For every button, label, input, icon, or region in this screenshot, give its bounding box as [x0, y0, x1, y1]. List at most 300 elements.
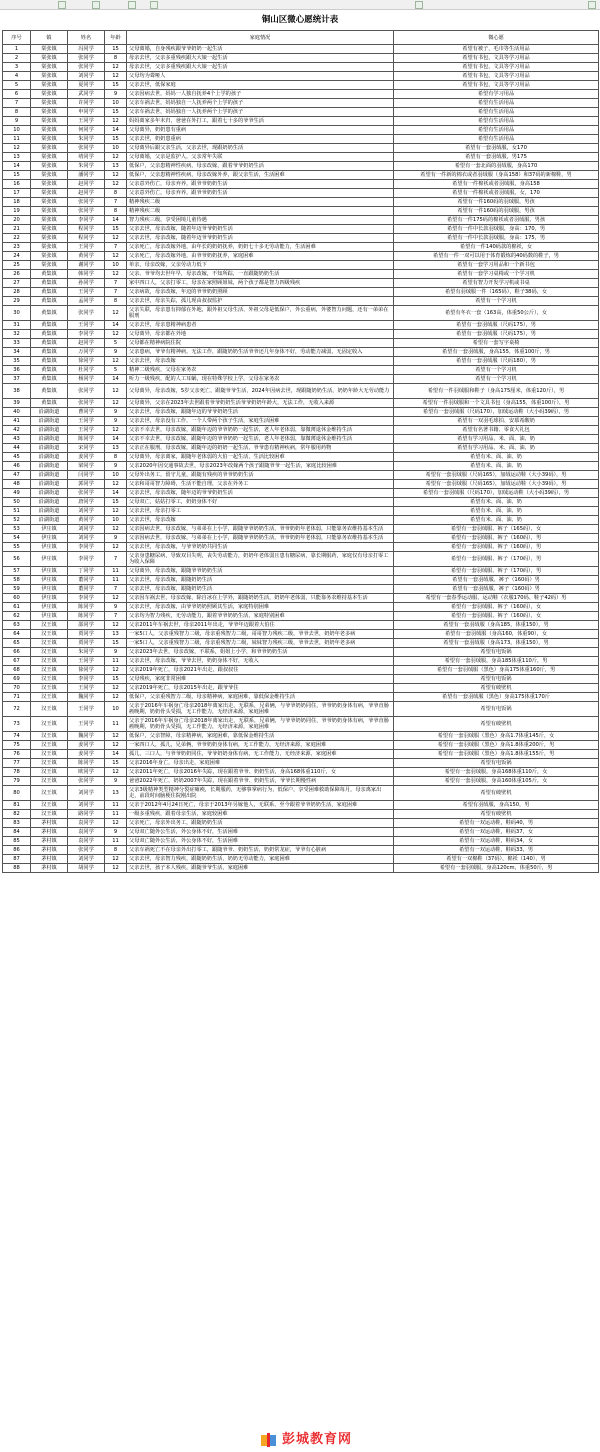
row-situation: 父亲2016年身亡，母亲出走，家庭困难 — [127, 759, 394, 768]
row-situation: 父亲去世，母亲没有工作，一个人带两个孩子生活，家庭生活困难 — [127, 417, 394, 426]
table-row — [3, 252, 599, 261]
table-row — [3, 117, 599, 126]
filter-dropdown-icon[interactable] — [58, 1, 66, 9]
table-row — [3, 507, 599, 516]
row-situation: 父亲因车祸去世，母亲改嫁，除自冰在上学外，跟随奶奶生活，奶奶年老体弱，只能靠务农维持基本生活 — [127, 594, 394, 603]
row-wish: 希望有一套学习用品和一个新书包 — [394, 261, 599, 270]
row-wish: 希望有破壁机 — [394, 786, 599, 801]
table-row — [3, 234, 599, 243]
row-name: 刘同学 — [68, 801, 105, 810]
row-situation: 一家5口人，父亲重残智力二级，母亲重残智力二级，妹妹智力残疾三级，爷爷去世，奶奶年老多病 — [127, 639, 394, 648]
table-body — [3, 45, 599, 873]
row-wish: 希望有破壁机 — [394, 717, 599, 732]
table-row — [3, 675, 599, 684]
row-name: 赵同学 — [68, 189, 105, 198]
row-age: 14 — [105, 321, 127, 330]
row-no: 52 — [3, 516, 31, 525]
row-wish: 希望有一套羽绒服（黑色）身高175体重160斤，男 — [394, 666, 599, 675]
row-town: 沿湖街道 — [31, 453, 68, 462]
row-no: 73 — [3, 717, 31, 732]
row-age: 12 — [105, 180, 127, 189]
row-age: 12 — [105, 153, 127, 162]
row-no: 11 — [3, 135, 31, 144]
row-name: 万同学 — [68, 348, 105, 357]
table-row — [3, 801, 599, 810]
row-no: 5 — [3, 81, 31, 90]
row-town: 汉王镇 — [31, 702, 68, 717]
row-name: 董同学 — [68, 585, 105, 594]
row-name: 陈同学 — [68, 612, 105, 621]
row-wish: 希望有冬衣一套（163高，体重50公斤），女 — [394, 306, 599, 321]
row-town: 黄集镇 — [31, 306, 68, 321]
table-row — [3, 567, 599, 576]
row-no: 60 — [3, 594, 31, 603]
row-name: 贾同学 — [68, 630, 105, 639]
row-no: 51 — [3, 507, 31, 516]
row-name: 王同学 — [68, 321, 105, 330]
row-age: 12 — [105, 684, 127, 693]
row-situation: 父亲车祸死亡不在母亲外出打零工，跟随爷爷、奶奶生活，奶奶常龙症，爷爷有心脏病 — [127, 846, 394, 855]
row-wish: 希望有电饭锅 — [394, 648, 599, 657]
row-situation: 父亲去世，母亲改嫁 — [127, 516, 394, 525]
row-town: 茅村镇 — [31, 855, 68, 864]
table-row — [3, 54, 599, 63]
row-situation: 父亲2023年去世，母亲改嫁，不联系，姐姐上小学，和爷爷奶奶生活 — [127, 648, 394, 657]
row-wish: 希望有米、面、油、奶 — [394, 507, 599, 516]
row-wish: 希望有一套羽绒服、裤子（160码），男 — [394, 543, 599, 552]
row-wish: 希望有一套羽绒服、裤子（170码），男 — [394, 567, 599, 576]
row-age: 15 — [105, 45, 127, 54]
row-wish: 希望有书包，文具等学习用品 — [394, 72, 599, 81]
table-row — [3, 594, 599, 603]
row-situation: 父亲去世，母亲智力残疾，跟随奶奶生活，奶奶无劳动能力，家庭困难 — [127, 855, 394, 864]
row-wish: 希望有一件中长款羽绒服，身高：175，男 — [394, 234, 599, 243]
row-situation: 父母双亡，姑姑打零工，奶奶身体不好 — [127, 498, 394, 507]
row-situation: 父亲死亡，母亲改嫁外地，由爷爷奶奶抚养，家庭困难 — [127, 252, 394, 261]
row-town: 黄集镇 — [31, 384, 68, 399]
row-name: 刘同学 — [68, 525, 105, 534]
table-row — [3, 585, 599, 594]
row-name: 陈同学 — [68, 435, 105, 444]
row-town: 汉王镇 — [31, 801, 68, 810]
row-no: 25 — [3, 261, 31, 270]
row-age: 11 — [105, 576, 127, 585]
row-age: 12 — [105, 72, 127, 81]
filter-dropdown-icon[interactable] — [415, 1, 423, 9]
table-row — [3, 837, 599, 846]
table-row — [3, 435, 599, 444]
row-wish: 希望有学习用品 — [394, 90, 599, 99]
row-wish: 希望有一件新的棉衣或者羽绒服（身高158）和37码的新棉鞋，男 — [394, 171, 599, 180]
row-no: 69 — [3, 675, 31, 684]
table-row — [3, 732, 599, 741]
row-no: 79 — [3, 777, 31, 786]
table-row — [3, 90, 599, 99]
row-name: 王同学 — [68, 417, 105, 426]
table-row — [3, 525, 599, 534]
row-name: 欧同学 — [68, 768, 105, 777]
row-wish: 希望有名著书籍、零食大礼包 — [394, 426, 599, 435]
row-name: 邵同学 — [68, 621, 105, 630]
row-town: 棠张镇 — [31, 189, 68, 198]
row-town: 棠张镇 — [31, 162, 68, 171]
row-no: 80 — [3, 786, 31, 801]
row-situation: 父亲病故，母亲改嫁，年迈的爷爷奶奶照顾 — [127, 288, 394, 297]
row-age: 7 — [105, 198, 127, 207]
row-wish: 希望有米、面、油、奶 — [394, 498, 599, 507]
table-row — [3, 297, 599, 306]
row-situation: 父母双亡随外公生活，外公身体不好，生活困难 — [127, 837, 394, 846]
row-wish: 希望有一套羽绒服（尺码175），男 — [394, 321, 599, 330]
row-situation: 父亲因病去世，妈妈一人独自抚养4个上学的孩子 — [127, 90, 394, 99]
row-town: 伊庄镇 — [31, 576, 68, 585]
row-wish: 希望有一套羽绒服，身高168体重110斤，女 — [394, 768, 599, 777]
row-situation: 父亲均为智力残疾，无劳动能力，跟着爷爷奶奶生活，家庭特别困难 — [127, 612, 394, 621]
row-wish: 希望有一件140码款的棉袄，女 — [394, 243, 599, 252]
table-row — [3, 444, 599, 453]
row-no: 9 — [3, 117, 31, 126]
row-situation: 父亲2019年死亡，母亲2015年出走，跟爷爷住 — [127, 684, 394, 693]
row-town: 棠张镇 — [31, 108, 68, 117]
row-situation: 父亲2020年因交通事故去世，母亲2023年改嫁两个孩子跟随爷爷一起生活，家庭比较困难 — [127, 462, 394, 471]
row-no: 50 — [3, 498, 31, 507]
row-situation: 父亲因病去世，母亲改嫁，与弟弟在上小学，跟随爷爷奶奶生活，爷爷奶奶年老体弱，只能靠务农维持基本生活 — [127, 525, 394, 534]
row-town: 汉王镇 — [31, 786, 68, 801]
row-wish: 希望有一件175码的棉袄或者羽绒服，男孩 — [394, 216, 599, 225]
row-name: 张同学 — [68, 846, 105, 855]
row-wish: 希望有生活用品 — [394, 108, 599, 117]
row-age: 15 — [105, 225, 127, 234]
table-row — [3, 126, 599, 135]
table-row — [3, 630, 599, 639]
row-age: 12 — [105, 768, 127, 777]
row-age: 15 — [105, 675, 127, 684]
table-row — [3, 552, 599, 567]
table-row — [3, 534, 599, 543]
row-wish: 希望有电饭锅 — [394, 675, 599, 684]
row-age: 15 — [105, 759, 127, 768]
row-age: 12 — [105, 357, 127, 366]
row-town: 伊庄镇 — [31, 612, 68, 621]
row-wish: 希望有一套羽绒服，身高155，体重100斤，男 — [394, 348, 599, 357]
row-age: 11 — [105, 657, 127, 666]
row-situation: 爸爸2022年死亡，奶奶2007年失踪，现在跟着爷爷、奶奶生活，爷爷长期慢性病 — [127, 777, 394, 786]
row-name: 赵同学 — [68, 180, 105, 189]
table-row — [3, 498, 599, 507]
row-age: 8 — [105, 297, 127, 306]
row-wish: 希望有一套羽绒服（黑色）身高1.7体重145斤，女 — [394, 732, 599, 741]
row-name: 杜同学 — [68, 366, 105, 375]
row-age: 9 — [105, 777, 127, 786]
row-wish: 希望有书包，文具等学习用品 — [394, 81, 599, 90]
row-town: 汉王镇 — [31, 621, 68, 630]
row-age: 9 — [105, 408, 127, 417]
row-situation: 低保户，父亲患精神性疾病，母亲改嫁，跟着爷爷奶奶生活 — [127, 162, 394, 171]
row-wish: 希望有智力开发学习机或书桌 — [394, 279, 599, 288]
header-wish: 微心愿 — [394, 31, 599, 45]
row-no: 62 — [3, 612, 31, 621]
row-town: 黄集镇 — [31, 399, 68, 408]
row-town: 黄集镇 — [31, 330, 68, 339]
row-town: 棠张镇 — [31, 99, 68, 108]
row-situation: 父亲去世，奶奶患重病 — [127, 135, 394, 144]
row-situation: 父亲于2016年车祸身亡母亲2018年离家出走，无联系，兄弟俩，与爷爷奶奶同住，爷爷奶奶身体有病，爷爷直肠癌晚期，奶奶骨头受损，无工作能力，无经济来源，家庭困难 — [127, 702, 394, 717]
row-town: 棠张镇 — [31, 117, 68, 126]
row-town: 伊庄镇 — [31, 534, 68, 543]
row-no: 22 — [3, 234, 31, 243]
row-wish: 希望有一套羽绒服、裤子（160码），女 — [394, 603, 599, 612]
row-town: 沿湖街道 — [31, 462, 68, 471]
row-wish: 希望有一件棉袄或者羽绒服，女，170 — [394, 189, 599, 198]
table-row — [3, 375, 599, 384]
row-town: 棠张镇 — [31, 234, 68, 243]
row-situation: 父亲去世，孩子本人残疾，跟随爷爷生活，家庭困难 — [127, 864, 394, 873]
table-row — [3, 81, 599, 90]
table-row — [3, 417, 599, 426]
row-situation: 一家四口人，孤儿，兄弟俩，爷爷奶奶身体有病，无工作能力，无经济来源，家庭困难 — [127, 741, 394, 750]
row-no: 63 — [3, 621, 31, 630]
row-name: 朱同学 — [68, 648, 105, 657]
row-name: 袁同学 — [68, 819, 105, 828]
row-wish: 希望有一个学习机 — [394, 297, 599, 306]
row-wish: 希望有米、面、油、奶 — [394, 453, 599, 462]
row-town: 黄集镇 — [31, 339, 68, 348]
row-situation: 父母离婚，自身残疾跟爷爷奶奶一起生活 — [127, 45, 394, 54]
row-wish: 希望有羽绒服，身高150，男 — [394, 801, 599, 810]
filter-toolbar — [0, 0, 600, 10]
row-age: 9 — [105, 462, 127, 471]
row-situation: 父母离异，母亲改嫁，5岁父亲死亡，跟随爷爷生活，2024年因病去世，现跟随奶奶生活，奶奶年龄大无劳动能力 — [127, 384, 394, 399]
row-situation: 父亲不幸去世，母亲改嫁，跟随年迈的爷爷奶奶一起生活，老人年老体弱，靠微薄退休金维持生活 — [127, 426, 394, 435]
row-no: 84 — [3, 828, 31, 837]
row-situation: 一级多重残疾，跟着母亲生活，家庭较困难 — [127, 810, 394, 819]
row-town: 黄集镇 — [31, 297, 68, 306]
row-wish: 希望有一件中长款羽绒服，身高：170，男 — [394, 225, 599, 234]
row-age: 12 — [105, 855, 127, 864]
table-row — [3, 864, 599, 873]
row-wish: 希望有一套北面的羽绒服，身高170 — [394, 162, 599, 171]
table-row — [3, 759, 599, 768]
row-no: 10 — [3, 126, 31, 135]
row-age: 12 — [105, 864, 127, 873]
row-name: 张同学 — [68, 777, 105, 786]
row-town: 伊庄镇 — [31, 567, 68, 576]
row-wish: 希望有一件羽绒服和一个文具书包（身高155，体重100斤），男 — [394, 399, 599, 408]
row-town: 沿湖街道 — [31, 417, 68, 426]
row-name: 刘同学 — [68, 72, 105, 81]
row-situation: 父亲去世，母亲改嫁，随着年迈爷爷奶奶生活 — [127, 225, 394, 234]
row-name: 潘同学 — [68, 171, 105, 180]
row-town: 茅村镇 — [31, 837, 68, 846]
row-age: 12 — [105, 306, 127, 321]
row-town: 黄集镇 — [31, 375, 68, 384]
row-town: 茅村镇 — [31, 846, 68, 855]
row-situation: 父亲2019年死亡，母亲2021年出走，跟叔叔住 — [127, 666, 394, 675]
row-wish: 希望有一双运动鞋，鞋码40，男 — [394, 819, 599, 828]
row-name: 丁同学 — [68, 567, 105, 576]
row-no: 13 — [3, 153, 31, 162]
row-age: 12 — [105, 117, 127, 126]
row-wish: 希望有一套学习桌椅或一个学习机 — [394, 270, 599, 279]
row-name: 刘同学 — [68, 507, 105, 516]
header-name: 姓名 — [68, 31, 105, 45]
row-name: 董同学 — [68, 576, 105, 585]
row-situation: 父亲身患糖尿病，导致双目失明，丧失劳动能力，奶奶年老体弱且患有糖尿病，靠长期服药，家庭仅有母亲打零工为收入保障 — [127, 552, 394, 567]
row-wish: 希望有一套羽绒服（黑色）身高1.8体重155斤，男 — [394, 750, 599, 759]
row-age: 12 — [105, 732, 127, 741]
row-name: 王同学 — [68, 117, 105, 126]
row-town: 沿湖街道 — [31, 498, 68, 507]
row-wish: 希望有一件羽绒服和鞋子（身高175厘米，体重120斤），男 — [394, 384, 599, 399]
row-name: 徐同学 — [68, 666, 105, 675]
table-row — [3, 108, 599, 117]
row-name: 孙同学 — [68, 279, 105, 288]
row-name: 张同学 — [68, 384, 105, 399]
row-no: 82 — [3, 810, 31, 819]
row-situation: 父亲死亡，母亲外出务工，跟随奶奶生活 — [127, 819, 394, 828]
row-town: 沿湖街道 — [31, 471, 68, 480]
row-wish: 希望有一双羽毛球拍、安慕希酸奶 — [394, 417, 599, 426]
row-age: 12 — [105, 819, 127, 828]
filter-dropdown-icon[interactable] — [128, 1, 136, 9]
row-wish: 希望有生活用品 — [394, 99, 599, 108]
table-row — [3, 453, 599, 462]
row-name: 宋同学 — [68, 444, 105, 453]
row-situation: 父亲于2016年车祸身亡母亲2018年离家出走，无联系，兄弟俩，与爷爷奶奶同住，爷爷奶奶身体有病，爷爷直肠癌晚期，奶奶骨头受损，无工作能力，无经济来源，家庭困难 — [127, 717, 394, 732]
row-name: 杨同学 — [68, 375, 105, 384]
row-wish: 希望有学习用品、米、面、油、奶 — [394, 435, 599, 444]
row-town: 棠张镇 — [31, 198, 68, 207]
row-situation: 父亲去世，母亲改嫁，随年迈的爷爷奶奶生活 — [127, 489, 394, 498]
row-wish: 希望有一套羽绒服（身高185，体重150），男 — [394, 621, 599, 630]
table-row — [3, 612, 599, 621]
row-age: 9 — [105, 90, 127, 99]
table-row — [3, 426, 599, 435]
row-no: 81 — [3, 801, 31, 810]
row-wish: 希望有一套羽绒服（尺码175），男 — [394, 330, 599, 339]
row-name: 朱同学 — [68, 135, 105, 144]
row-name: 贾同学 — [68, 639, 105, 648]
row-situation: 父母离异，母亲都在外地 — [127, 330, 394, 339]
row-wish: 希望有一双运动鞋，鞋码37，女 — [394, 828, 599, 837]
row-situation: 父亲去世，母亲改嫁，爷爷去世，奶奶身体不好，无收入 — [127, 657, 394, 666]
row-situation: 父亲去世，母亲打零工 — [127, 507, 394, 516]
row-name: 姜同学 — [68, 453, 105, 462]
filter-dropdown-icon[interactable] — [92, 1, 100, 9]
table-row — [3, 357, 599, 366]
table-row — [3, 153, 599, 162]
row-town: 汉王镇 — [31, 717, 68, 732]
row-no: 34 — [3, 348, 31, 357]
row-situation: 家中四口人，父亲打零工，母亲在家照顾姐妹，两个孩子都是智力四级残疾 — [127, 279, 394, 288]
row-age: 5 — [105, 339, 127, 348]
row-town: 汉王镇 — [31, 684, 68, 693]
row-wish: 希望有一套羽绒服（尺码180），男 — [394, 357, 599, 366]
table-row — [3, 543, 599, 552]
row-town: 棠张镇 — [31, 180, 68, 189]
row-wish: 希望有一套羽绒服、裤子（160码），女 — [394, 612, 599, 621]
row-town: 沿湖街道 — [31, 408, 68, 417]
row-town: 黄集镇 — [31, 270, 68, 279]
table-row — [3, 384, 599, 399]
row-situation: 父亲车祸去世，妈妈独自一人抚养两个上学的孩子 — [127, 99, 394, 108]
table-row — [3, 270, 599, 279]
row-age: 5 — [105, 366, 127, 375]
row-wish: 希望有一件一双可以用于体育锻炼的40码数的鞋子，男 — [394, 252, 599, 261]
row-age: 14 — [105, 375, 127, 384]
row-age: 10 — [105, 261, 127, 270]
row-situation: 父亲车祸去世，妈妈独自一人抚养两个上学的孩子 — [127, 108, 394, 117]
row-situation: 父母均为聋哑人 — [127, 72, 394, 81]
row-no: 88 — [3, 864, 31, 873]
row-town: 棠张镇 — [31, 207, 68, 216]
row-no: 70 — [3, 684, 31, 693]
row-age: 12 — [105, 399, 127, 408]
row-town: 棠张镇 — [31, 243, 68, 252]
row-age: 14 — [105, 435, 127, 444]
row-wish: 希望有一套羽绒服、裤子（160码），男 — [394, 534, 599, 543]
filter-dropdown-icon[interactable] — [588, 1, 596, 9]
row-name: 胡同学 — [68, 864, 105, 873]
row-situation: 父亲3级精神类型精神分裂症瘫痪，长期服药，无够事掌病行为，低保户，享受困难救助保障每月，母亲离家出走，前段时间脑梗住院刚出院 — [127, 786, 394, 801]
row-situation: 父亲2011年死亡，母亲2016年失踪，现在跟着爷爷、奶奶生活，身高168体重110斤，女 — [127, 768, 394, 777]
table-row — [3, 693, 599, 702]
row-age: 14 — [105, 750, 127, 759]
row-town: 汉王镇 — [31, 810, 68, 819]
row-age: 13 — [105, 444, 127, 453]
row-town: 棠张镇 — [31, 72, 68, 81]
row-name: 李同学 — [68, 675, 105, 684]
row-situation: 精神残疾二级 — [127, 207, 394, 216]
table-row — [3, 846, 599, 855]
row-situation: 智力残疾三级，享受困境儿童待遇 — [127, 216, 394, 225]
filter-dropdown-icon[interactable] — [150, 1, 158, 9]
row-wish: 希望有一个学习机 — [394, 366, 599, 375]
row-situation: 一家5口人，父亲重残智力二级，母亲重残智力二级，哥哥智力残疾二级，爷爷去世，奶奶年老多病 — [127, 630, 394, 639]
row-wish: 希望有一双运动鞋，鞋码33，男 — [394, 846, 599, 855]
table-row — [3, 399, 599, 408]
table-row — [3, 207, 599, 216]
row-no: 41 — [3, 417, 31, 426]
row-wish: 希望有米、面、油、奶 — [394, 516, 599, 525]
row-no: 3 — [3, 63, 31, 72]
row-name: 姜同学 — [68, 741, 105, 750]
row-no: 20 — [3, 216, 31, 225]
table-row — [3, 189, 599, 198]
row-no: 75 — [3, 741, 31, 750]
table-row — [3, 135, 599, 144]
row-age: 12 — [105, 621, 127, 630]
row-no: 6 — [3, 90, 31, 99]
row-no: 45 — [3, 453, 31, 462]
row-situation: 母亲去世，父亲多重残疾跟大大娘一起生活 — [127, 54, 394, 63]
row-wish: 希望有书包，文具等学习用品 — [394, 63, 599, 72]
row-town: 沿湖街道 — [31, 489, 68, 498]
table-row — [3, 489, 599, 498]
row-no: 53 — [3, 525, 31, 534]
row-wish: 希望有一套羽绒服（身高173，体重150），男 — [394, 639, 599, 648]
row-situation: 低保户，父亲患精神性疾病，母亲改嫁外养，跟父亲生活，生活困难 — [127, 171, 394, 180]
row-situation: 父亲不幸去世，母亲改嫁，跟随年迈的爷爷奶奶一起生活，老人年老体弱，靠微薄退休金维持生活 — [127, 435, 394, 444]
row-age: 7 — [105, 243, 127, 252]
row-name: 王同学 — [68, 717, 105, 732]
row-no: 85 — [3, 837, 31, 846]
row-no: 27 — [3, 279, 31, 288]
row-wish: 希望有一套羽绒服（尺码165），加绒运动鞋（大小39码），男 — [394, 471, 599, 480]
row-situation: 父亲死亡，母亲改嫁外地，由年长的奶奶抚养，奶奶七十多无劳动能力，生活困难 — [127, 243, 394, 252]
row-town: 伊庄镇 — [31, 543, 68, 552]
row-age: 9 — [105, 348, 127, 357]
